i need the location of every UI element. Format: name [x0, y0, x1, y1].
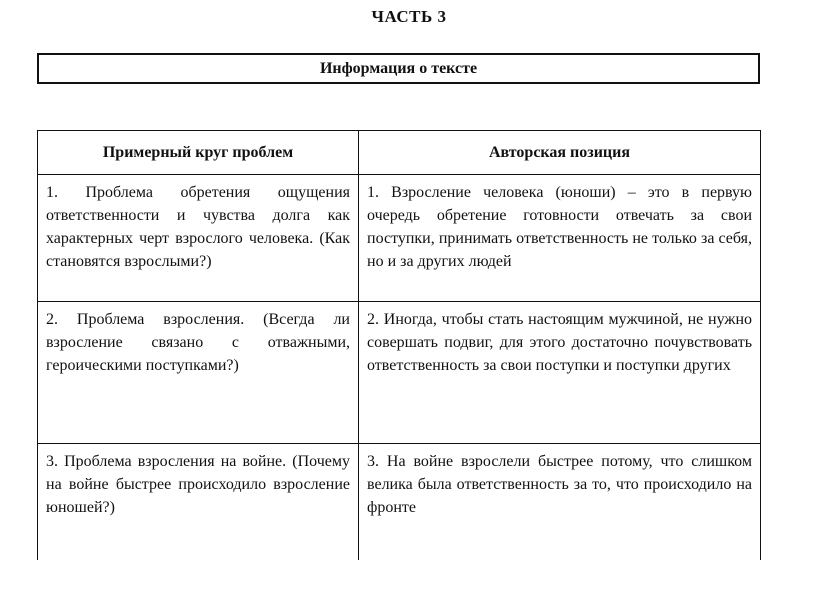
table-row — [38, 302, 761, 444]
position-cell: 1. Взросление человека (юноши) – это в первую очередь обретение готовности отвечать за свои поступки, принимать ответственность не только за себя, но и за других людей — [359, 175, 761, 302]
table-header-row — [38, 131, 761, 175]
problem-cell: 3. Проблема взросления на войне. (Почему на войне быстрее происходило взросление юношей?) — [38, 444, 359, 561]
position-cell: 2. Иногда, чтобы стать настоящим мужчиной, не нужно совершать подвиг, для этого достаточно почувствовать ответственность за свои поступки и поступки других — [359, 302, 761, 444]
info-title: Информация о тексте — [319, 59, 478, 77]
table-row — [38, 175, 761, 302]
problem-cell: 1. Проблема обретения ощущения ответственности и чувства долга как характерных черт взрослого человека. (Как становятся взрослыми?) — [38, 175, 359, 302]
header-problems: Примерный круг проблем — [38, 131, 359, 175]
header-author-position: Авторская позиция — [359, 131, 761, 175]
table-row — [38, 444, 761, 561]
info-title-box — [37, 53, 760, 84]
position-cell: 3. На войне взрослели быстрее потому, что слишком велика была ответственность за то, что происходило на фронте — [359, 444, 761, 561]
part-title: ЧАСТЬ 3 — [371, 7, 447, 26]
problem-cell: 2. Проблема взросления. (Всегда ли взросление связано с отважными, героическими поступками?) — [38, 302, 359, 444]
problems-table — [37, 130, 761, 560]
